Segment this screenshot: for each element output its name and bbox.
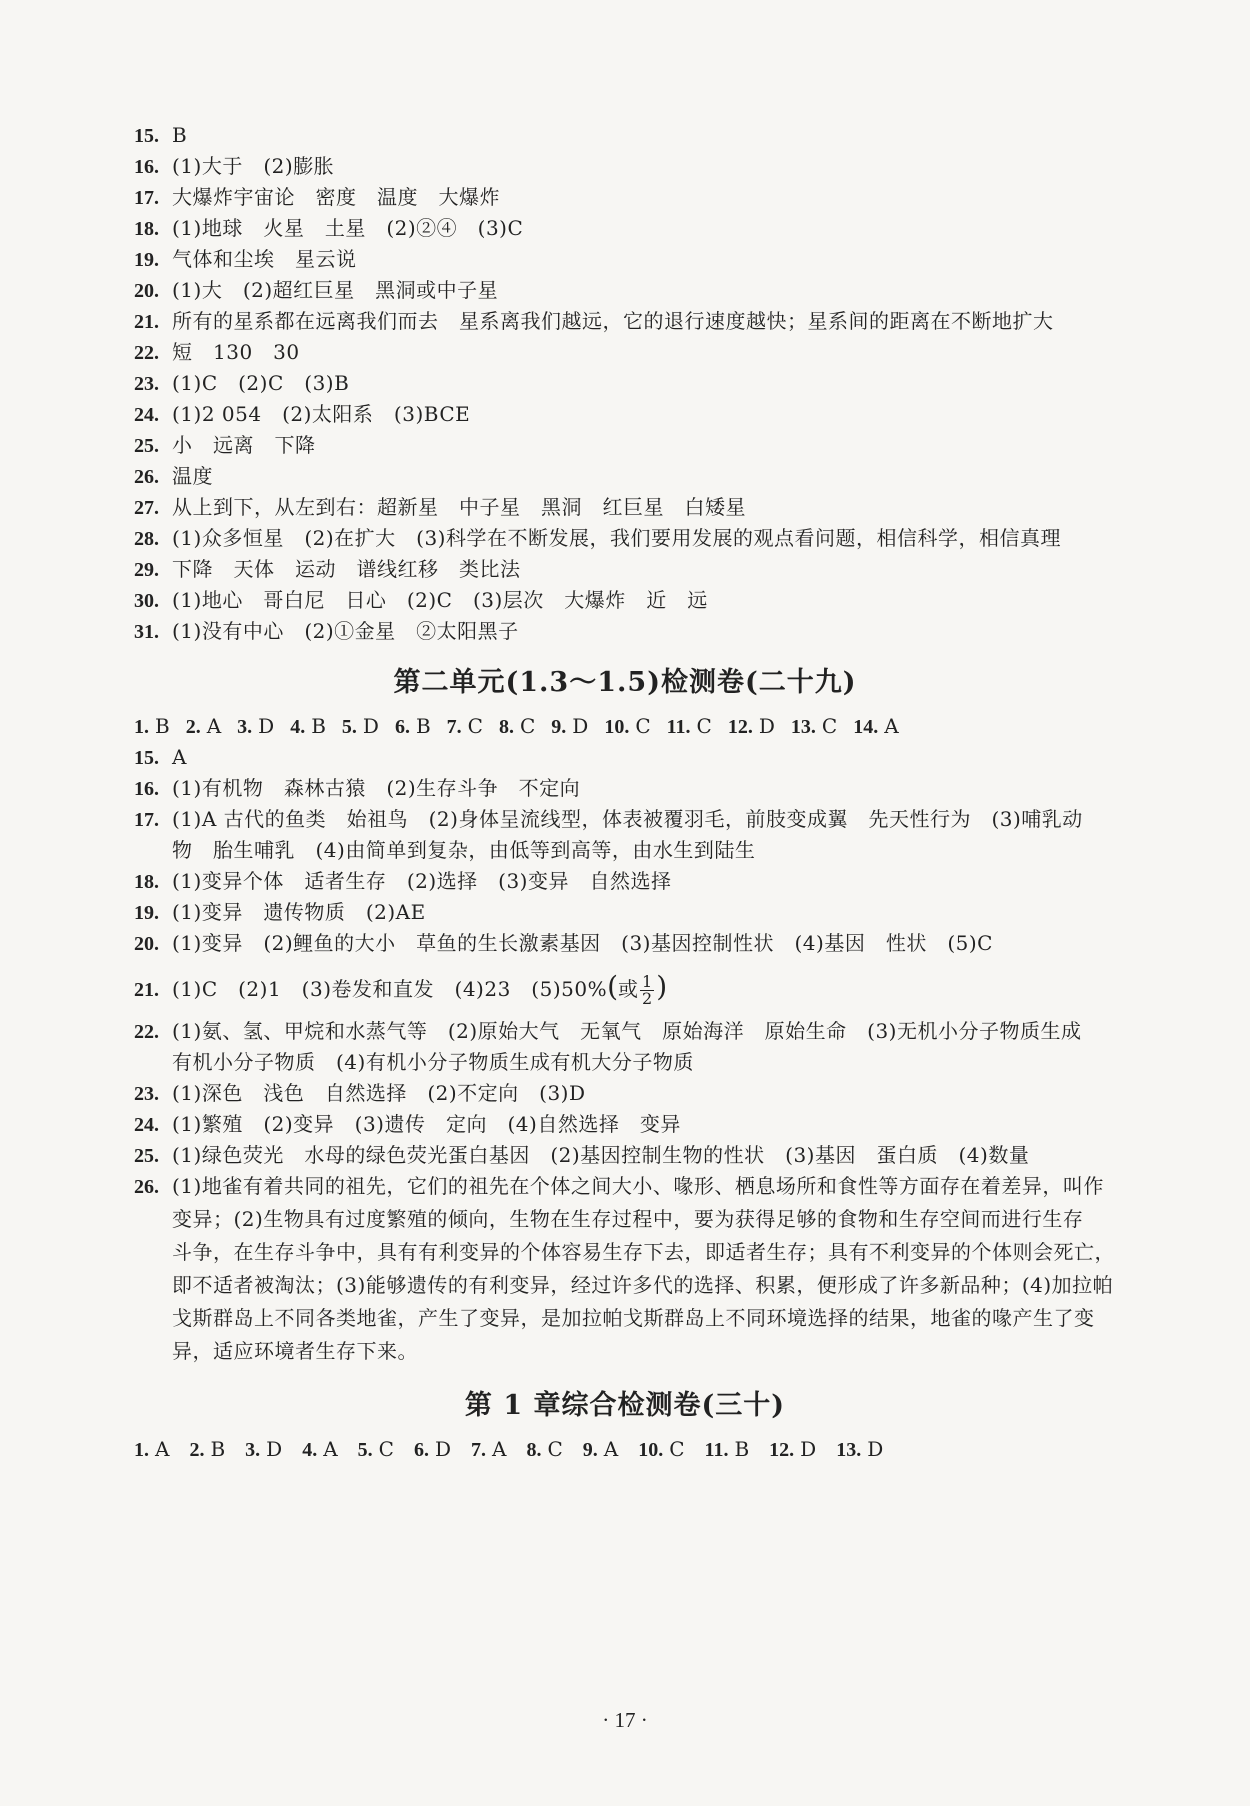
mc-question-number: 9. [582, 1439, 598, 1461]
answer-continuation: 戈斯群岛上不同各类地雀，产生了变异，是加拉帕戈斯群岛上不同环境选择的结果，地雀的喙产生了变 [172, 1306, 1095, 1330]
mc-answer-letter: D [362, 714, 379, 738]
mc-answer-letter: D [867, 1437, 884, 1461]
heading-chapter-test-30: 第 1 章综合检测卷(三十) [464, 1390, 786, 1421]
mc-answer-letter: D [572, 714, 589, 738]
answer-row [134, 304, 1134, 339]
mc-answer-item [414, 1432, 451, 1467]
mc-answer-item [186, 709, 221, 744]
question-number: 27. [134, 497, 159, 519]
answer-row: 19. (1)变异 遗传物质 (2)AE [134, 900, 426, 924]
answer-text: (1)地心 哥白尼 日心 (2)C (3)层次 大爆炸 近 远 [172, 588, 708, 612]
mc-answer-item [526, 1432, 562, 1467]
question-number: 30. [134, 590, 159, 612]
mc-answer-letter: D [800, 1437, 817, 1461]
mc-answer-letter: C [669, 1437, 685, 1461]
mc-question-number: 1. [134, 1439, 149, 1461]
answer-row [134, 397, 1134, 432]
mc-answer-item [853, 709, 898, 744]
mc-answer-letter: D [758, 714, 775, 738]
answer-row: 16. (1)有机物 森林古猿 (2)生存斗争 不定向 [134, 776, 581, 800]
answer-continuation: 即不适者被淘汰；(3)能够遗传的有利变异，经过许多代的选择、积累，便形成了许多新品种；(4)加拉帕 [172, 1273, 1114, 1297]
answer-row: 18. (1)变异个体 适者生存 (2)选择 (3)变异 自然选择 [134, 869, 672, 893]
answer-row: 24. (1)繁殖 (2)变异 (3)遗传 定向 (4)自然选择 变异 [134, 1112, 681, 1136]
question-number: 23. [134, 373, 159, 395]
mc-answer-letter: B [311, 714, 326, 738]
mc-answer-letter: B [415, 714, 431, 738]
answer-text: 下降 天体 运动 谱线红移 类比法 [172, 557, 521, 581]
mc-question-number: 8. [498, 716, 514, 738]
answer-text: (1)众多恒星 (2)在扩大 (3)科学在不断发展，我们要用发展的观点看问题，相信科学，相信真理 [172, 526, 1061, 550]
mc-answer-item [395, 709, 431, 744]
answer-text: 从上到下，从左到右：超新星 中子星 黑洞 红巨星 白矮星 [172, 495, 746, 519]
mc-answer-item [471, 1432, 506, 1467]
answer-text: 温度 [172, 464, 213, 488]
mc-question-number: 12. [727, 716, 753, 738]
answer-text: 所有的星系都在远离我们而去 星系离我们越远，它的退行速度越快；星系间的距离在不断地扩大 [172, 309, 1054, 333]
mc-answer-letter: A [492, 1437, 507, 1461]
mc-question-number: 11. [666, 716, 691, 738]
mc-answer-item [705, 1432, 750, 1467]
answer-row [134, 583, 1134, 618]
mc-answer-item [667, 709, 712, 744]
mc-answer-letter: C [467, 714, 483, 738]
mc-answer-letter: A [323, 1437, 338, 1461]
mc-answer-item [237, 709, 274, 744]
mc-question-number: 4. [290, 716, 306, 738]
mc-answer-letter: C [519, 714, 536, 738]
question-number: 28. [134, 528, 159, 550]
mc-question-number: 7. [446, 716, 462, 738]
answer-text: (1)没有中心 (2)①金星 ②太阳黑子 [172, 619, 519, 643]
mc-answer-letter: B [155, 714, 170, 738]
answer-row [134, 366, 1134, 401]
question-number: 31. [134, 621, 159, 643]
mc-answer-letter: A [603, 1437, 619, 1461]
mc-question-number: 13. [836, 1439, 862, 1461]
answer-row [134, 335, 1134, 370]
answer-text: (1)C (2)C (3)B [172, 371, 350, 395]
mc-question-number: 2. [189, 1439, 205, 1461]
mc-question-number: 9. [551, 716, 567, 738]
mc-answer-letter: D [266, 1437, 283, 1461]
answer-continuation: 有机小分子物质 (4)有机小分子物质生成有机大分子物质 [172, 1050, 694, 1074]
answer-row [134, 428, 1134, 463]
fraction: $\frac{1}{2}$ [642, 972, 653, 1008]
question-number: 15. [134, 125, 159, 147]
mc-question-number: 3. [237, 716, 253, 738]
mc-question-number: 10. [604, 716, 630, 738]
answer-text: B [172, 123, 188, 147]
question-number: 21. [134, 311, 159, 333]
answer-row: 21. (1)C (2)1 (3)卷发和直发 (4)23 (5)50%(或 $\frac{1}{2}$ ) [134, 970, 668, 1008]
mc-answer-item [245, 1432, 282, 1467]
answer-row [134, 242, 1134, 277]
answer-text: 大爆炸宇宙论 密度 温度 大爆炸 [172, 185, 500, 209]
answer-row [134, 552, 1134, 587]
mc-question-number: 8. [526, 1439, 542, 1461]
mc-answer-letter: B [210, 1437, 226, 1461]
mc-answer-letter: C [378, 1437, 394, 1461]
answer-row [134, 459, 1134, 494]
page-number: · 17 · [602, 1708, 648, 1732]
mc-question-number: 11. [704, 1439, 729, 1461]
answer-text: 小 远离 下降 [172, 433, 316, 457]
mc-answer-item [134, 1432, 169, 1467]
mc-answer-item [791, 709, 837, 744]
mc-question-number: 5. [341, 716, 357, 738]
mc-question-number: 2. [185, 716, 201, 738]
answer-row [134, 211, 1134, 246]
answer-row: 17. (1)A 古代的鱼类 始祖鸟 (2)身体呈流线型，体表被覆羽毛，前肢变成翼 先天性行为 (3)哺乳动 [134, 807, 1083, 831]
paren-open: ( [607, 970, 619, 1003]
mc-answer-item [134, 709, 170, 744]
mc-answer-letter: C [821, 714, 838, 738]
mc-answer-letter: A [206, 714, 222, 738]
answer-continuation: 斗争，在生存斗争中，具有有利变异的个体容易生存下去，即适者生存；具有不利变异的个体则会死亡， [172, 1240, 1115, 1264]
mc-question-number: 1. [134, 716, 149, 738]
mc-answer-item [499, 709, 535, 744]
mc-question-number: 13. [790, 716, 816, 738]
answer-continuation: 物 胎生哺乳 (4)由简单到复杂，由低等到高等，由水生到陆生 [172, 838, 756, 862]
mc-answer-letter: D [258, 714, 275, 738]
question-number: 20. [134, 280, 159, 302]
mc-answer-item [290, 709, 326, 744]
answer-text: (1)大于 (2)膨胀 [172, 154, 335, 178]
answer-text: (1)2 054 (2)太阳系 (3)BCE [172, 402, 471, 426]
mc-question-number: 6. [413, 1439, 429, 1461]
question-number: 25. [134, 435, 159, 457]
mc-answer-letter: B [734, 1437, 750, 1461]
mc-answer-item [836, 1432, 883, 1467]
answer-row: 26. (1)地雀有着共同的祖先，它们的祖先在个体之间大小、喙形、栖息场所和食性等方面存在着差异，叫作 [134, 1174, 1104, 1198]
mc-answer-item [302, 1432, 337, 1467]
answer-row: 20. (1)变异 (2)鲤鱼的大小 草鱼的生长激素基因 (3)基因控制性状 (4)基因 性状 (5)C [134, 931, 993, 955]
mc-answer-letter: C [696, 714, 712, 738]
question-number: 19. [134, 249, 159, 271]
question-number: 24. [134, 404, 159, 426]
answer-row [134, 180, 1134, 215]
answer-continuation: 异，适应环境者生存下来。 [172, 1339, 418, 1363]
question-number: 16. [134, 156, 159, 178]
mc-answer-item [728, 709, 775, 744]
mc-answer-item [604, 709, 650, 744]
mc-answers-29 [134, 709, 1124, 744]
answer-row [134, 521, 1134, 556]
mc-question-number: 6. [394, 716, 410, 738]
answer-row: 23. (1)深色 浅色 自然选择 (2)不定向 (3)D [134, 1081, 586, 1105]
mc-question-number: 5. [357, 1439, 373, 1461]
answer-row: 15. A [134, 745, 187, 769]
mc-answer-letter: C [635, 714, 651, 738]
mc-question-number: 12. [769, 1439, 795, 1461]
answer-row [134, 273, 1134, 308]
mc-answer-item [342, 709, 379, 744]
mc-answer-item [638, 1432, 684, 1467]
question-number: 29. [134, 559, 159, 581]
question-number: 18. [134, 218, 159, 240]
answer-row: 25. (1)绿色荧光 水母的绿色荧光蛋白基因 (2)基因控制生物的性状 (3)基因 蛋白质 (4)数量 [134, 1143, 1030, 1167]
mc-question-number: 14. [853, 716, 879, 738]
mc-question-number: 3. [245, 1439, 261, 1461]
mc-answer-letter: A [884, 714, 899, 738]
answer-row [134, 118, 1134, 153]
answer-text: (1)大 (2)超红巨星 黑洞或中子星 [172, 278, 499, 302]
answer-row: 22. (1)氨、氢、甲烷和水蒸气等 (2)原始大气 无氧气 原始海洋 原始生命 (3)无机小分子物质生成 [134, 1019, 1082, 1043]
question-number: 17. [134, 187, 159, 209]
mc-answer-letter: D [434, 1437, 452, 1461]
mc-question-number: 7. [471, 1439, 487, 1461]
mc-answers-30 [134, 1432, 1124, 1467]
question-number: 22. [134, 342, 159, 364]
answer-text: 气体和尘埃 星云说 [172, 247, 357, 271]
mc-answer-letter: C [547, 1437, 563, 1461]
mc-answer-item [447, 709, 483, 744]
answer-row [134, 490, 1134, 525]
answer-row [134, 149, 1134, 184]
mc-answer-item [583, 1432, 618, 1467]
mc-answer-item [189, 1432, 225, 1467]
paren-close: ) [656, 970, 668, 1003]
mc-question-number: 4. [302, 1439, 318, 1461]
mc-question-number: 10. [638, 1439, 664, 1461]
answer-continuation: 变异；(2)生物具有过度繁殖的倾向，生物在生存过程中，要为获得足够的食物和生存空间而进行生存 [172, 1207, 1084, 1231]
mc-answer-item [551, 709, 588, 744]
mc-answer-item [358, 1432, 394, 1467]
answer-text: (1)地球 火星 土星 (2)②④ (3)C [172, 216, 524, 240]
mc-answer-item [769, 1432, 816, 1467]
heading-unit-test-29: 第二单元(1.3～1.5)检测卷(二十九) [393, 667, 857, 698]
question-number: 26. [134, 466, 159, 488]
answer-text: 短 130 30 [172, 340, 300, 364]
mc-answer-letter: A [155, 1437, 170, 1461]
answer-row [134, 614, 1134, 649]
